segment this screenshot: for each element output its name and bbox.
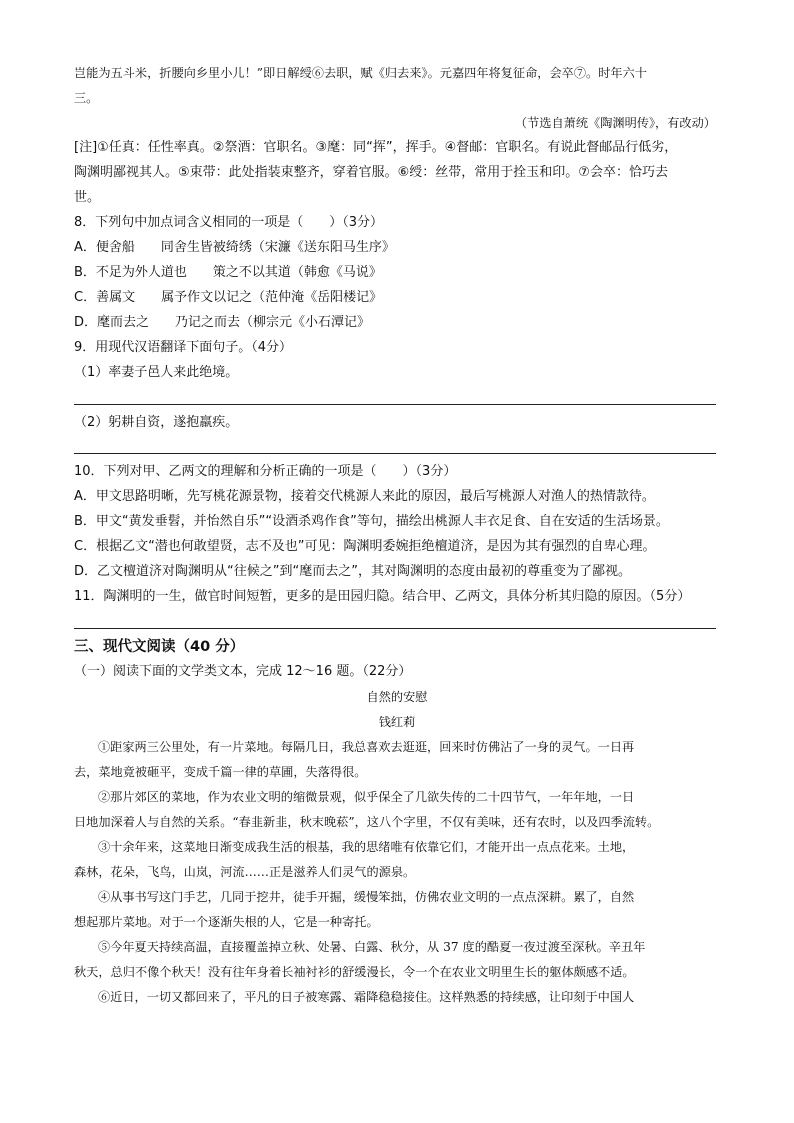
question-8-option-b: B．不足为外人道也 策之不以其道（韩愈《马说》: [74, 265, 382, 280]
passage-text-line: 三。: [74, 91, 99, 105]
essay-paragraph-line: 森林，花朵，飞鸟，山岚，河流……正是滋养人们灵气的源泉。: [74, 865, 416, 879]
essay-paragraph-line: ④从事书写这门手艺，几同于挖井，徒手开掘，缓慢笨拙，仿佛农业文明的一点点深耕。累了，自然: [98, 890, 635, 904]
notes-line: [注]①任真：任性率真。②祭酒：官职名。③麾：同“挥”，挥手。④督邮：官职名。有说此督邮品行低劣，: [74, 140, 678, 155]
essay-paragraph-line: 想起那片菜地。对于一个逐渐失根的人，它是一种寄托。: [74, 915, 379, 929]
question-8-option-d: D．麾而去之 乃记之而去（柳宗元《小石潭记》: [74, 315, 371, 330]
question-10-option-b: B．甲文“黄发垂髫，并怡然自乐”“设酒杀鸡作食”等句，描绘出桃源人丰衣足食、自在安适的生活场景。: [74, 514, 669, 529]
question-10-option-a: A．甲文思路明晰，先写桃花源景物，接着交代桃源人来此的原因，最后写桃源人对渔人的热情款待。: [74, 489, 655, 504]
question-10-option-d: D．乙文檀道济对陶渊明从“往候之”到“麾而去之”，其对陶渊明的态度由最初的尊重变为了鄙视。: [74, 564, 631, 579]
question-8-option-a: A．便舍船 同舍生皆被绮绣（宋濂《送东阳马生序》: [74, 240, 395, 255]
answer-line: [74, 453, 716, 454]
essay-paragraph-line: ⑤今年夏天持续高温，直接覆盖掉立秋、处暑、白露、秋分，从 37 度的酷夏一夜过渡至深秋。辛丑年: [98, 940, 646, 954]
essay-paragraph-line: ②那片郊区的菜地，作为农业文明的缩微景观，似乎保全了几欲失传的二十四节气，一年年地，一日: [98, 790, 635, 804]
essay-paragraph-line: 去，菜地竟被砸平，变成千篇一律的草圃，失落得很。: [74, 765, 367, 779]
essay-title: 自然的安慰: [366, 690, 428, 704]
question-9-sentence-2: （2）躬耕自资，遂抱羸疾。: [74, 415, 239, 430]
essay-paragraph-line: 日地加深着人与自然的关系。“春韭新韭，秋末晚菘”，这八个字里，不仅有美味，还有农时，以及四季流转。: [74, 815, 660, 829]
passage-text-line: 岂能为五斗米，折腰向乡里小儿！”即日解绶⑥去职，赋《归去来》。元嘉四年将复征命，会卒⑦。时年六十: [74, 66, 647, 80]
essay-paragraph-line: ⑥近日，一切又都回来了，平凡的日子被寒露、霜降稳稳接住。这样熟悉的持续感，让印刻于中国人: [98, 990, 635, 1004]
question-8-option-c: C．善属文 属予作文以记之（范仲淹《岳阳楼记》: [74, 290, 383, 305]
question-8-stem: 8．下列句中加点词含义相同的一项是（ ）（3分）: [74, 215, 384, 230]
answer-line: [74, 404, 716, 405]
essay-paragraph-line: ①距家两三公里处，有一片菜地。每隔几日，我总喜欢去逛逛，回来时仿佛沾了一身的灵气。一日再: [98, 740, 635, 754]
passage-source: （节选自萧统《陶渊明传》，有改动）: [514, 116, 716, 130]
question-10-stem: 10．下列对甲、乙两文的理解和分析正确的一项是（ ）（3分）: [74, 464, 457, 479]
essay-paragraph-line: ③十余年来，这菜地日渐变成我生活的根基，我的思绪唯有依靠它们，才能开出一点点花来。土地，: [98, 840, 635, 854]
section-heading: 三、现代文阅读（40 分）: [74, 639, 245, 655]
question-10-option-c: C．根据乙文“潜也何敢望贤，志不及也”可见：陶渊明委婉拒绝檀道济，是因为其有强烈的自卑心理。: [74, 539, 656, 554]
question-9-sentence-1: （1）率妻子邑人来此绝境。: [74, 365, 239, 380]
essay-paragraph-line: 秋天，总归不像个秋天！没有往年身着长袖衬衫的舒缓漫长，令一个在农业文明里生长的躯体颇感不适。: [74, 965, 635, 979]
section-subheading: （一）阅读下面的文学类文本，完成 12～16 题。（22分）: [74, 664, 412, 679]
notes-line: 陶渊明鄙视其人。⑤束带：此处指装束整齐，穿着官服。⑥绶：丝带，常用于拴玉和印。⑦会卒：恰巧去: [74, 165, 668, 180]
question-11-stem: 11．陶渊明的一生，做官时间短暂，更多的是田园归隐。结合甲、乙两文，具体分析其归隐的原因。（5分）: [74, 589, 691, 604]
essay-author: 钱红莉: [378, 715, 416, 729]
notes-line: 世。: [74, 190, 101, 205]
question-9-stem: 9．用现代汉语翻译下面句子。（4分）: [74, 340, 293, 355]
answer-line: [74, 628, 716, 629]
